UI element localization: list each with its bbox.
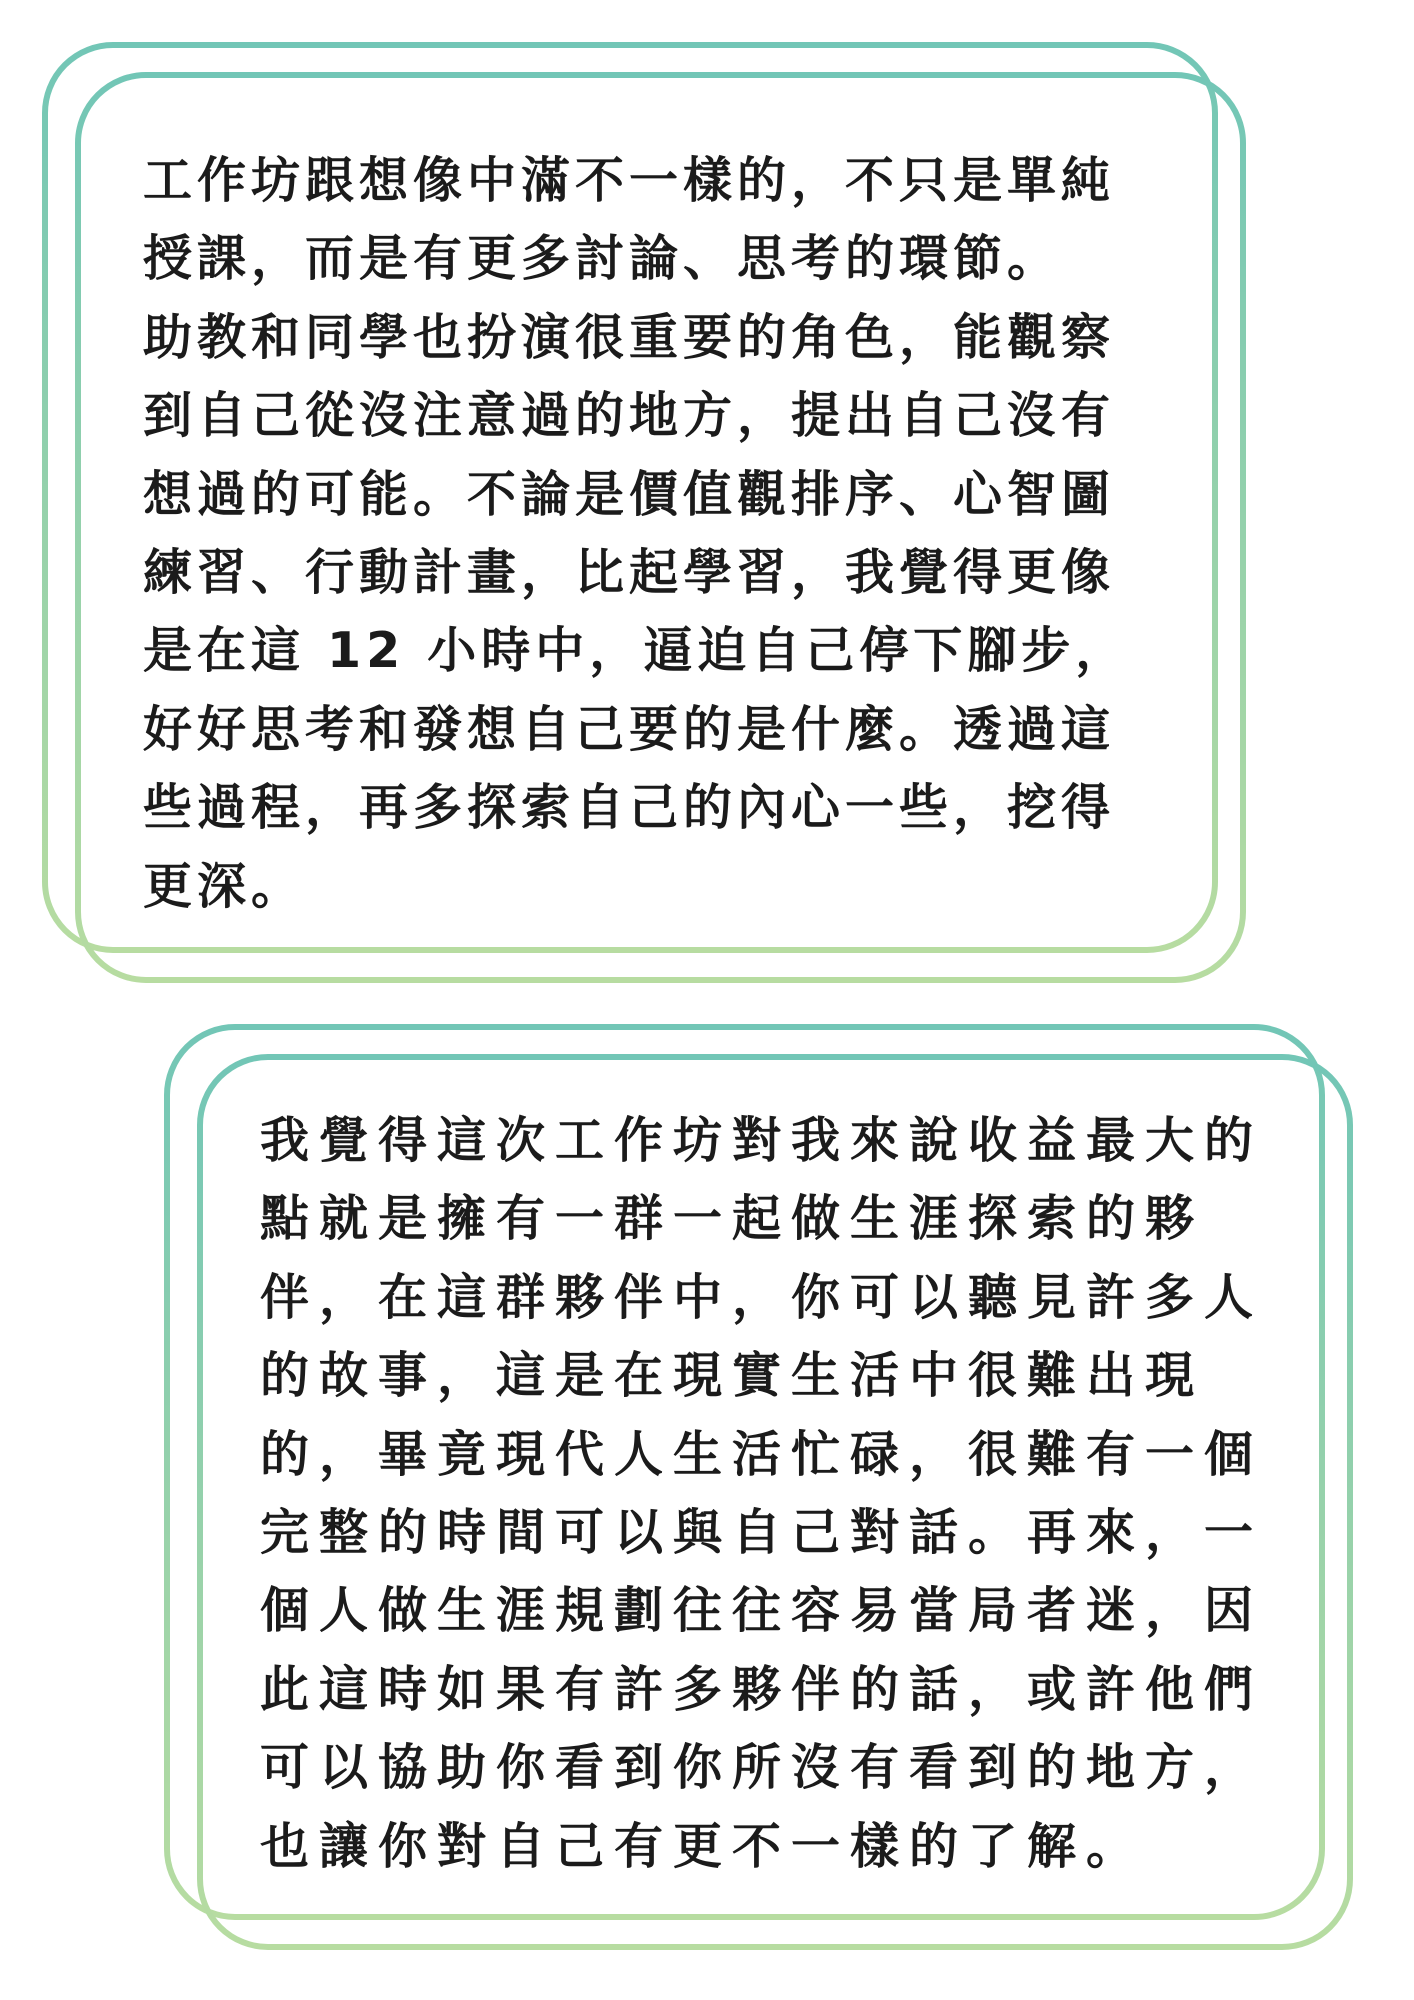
card-2-line: 可以協助你看到你所沒有看到的地方， — [260, 1739, 1264, 1797]
card-1-line: 到自己從沒注意過的地方，提出自己沒有 — [143, 387, 1116, 445]
card-2-line: 點就是擁有一群一起做生涯探索的夥 — [260, 1190, 1205, 1248]
card-1-line: 是在這 12 小時中，逼迫自己停下腳步， — [143, 622, 1130, 680]
card-1-line: 些過程，再多探索自己的內心一些，挖得 — [143, 779, 1116, 837]
card-1-body — [143, 142, 1153, 926]
card-1-line: 練習、行動計畫，比起學習，我覺得更像 — [143, 544, 1116, 602]
card-2-line: 個人做生涯規劃往往容易當局者迷，因 — [260, 1582, 1264, 1640]
card-2-line: 完整的時間可以與自己對話。再來，一 — [260, 1504, 1264, 1562]
card-2-body — [260, 1102, 1275, 1886]
card-1-line: 更深。 — [143, 857, 306, 915]
card-2-line: 此這時如果有許多夥伴的話，或許他們 — [260, 1660, 1264, 1718]
card-2-line: 的故事，這是在現實生活中很難出現 — [260, 1347, 1205, 1405]
card-2-line: 的，畢竟現代人生活忙碌，很難有一個 — [260, 1425, 1264, 1483]
card-1-line: 工作坊跟想像中滿不一樣的，不只是單純 — [143, 152, 1116, 209]
card-1-line: 授課，而是有更多討論、思考的環節。 — [143, 230, 1062, 288]
card-2-line: 伴，在這群夥伴中，你可以聽見許多人 — [260, 1268, 1264, 1326]
card-2-line: 也讓你對自己有更不一樣的了解。 — [260, 1817, 1146, 1875]
card-1-line: 好好思考和發想自己要的是什麼。透過這 — [143, 700, 1116, 758]
card-1-line: 想過的可能。不論是價值觀排序、心智圖 — [143, 465, 1116, 523]
card-1-line: 助教和同學也扮演很重要的角色，能觀察 — [143, 308, 1116, 366]
card-2-line: 我覺得這次工作坊對我來說收益最大的 — [260, 1112, 1264, 1169]
